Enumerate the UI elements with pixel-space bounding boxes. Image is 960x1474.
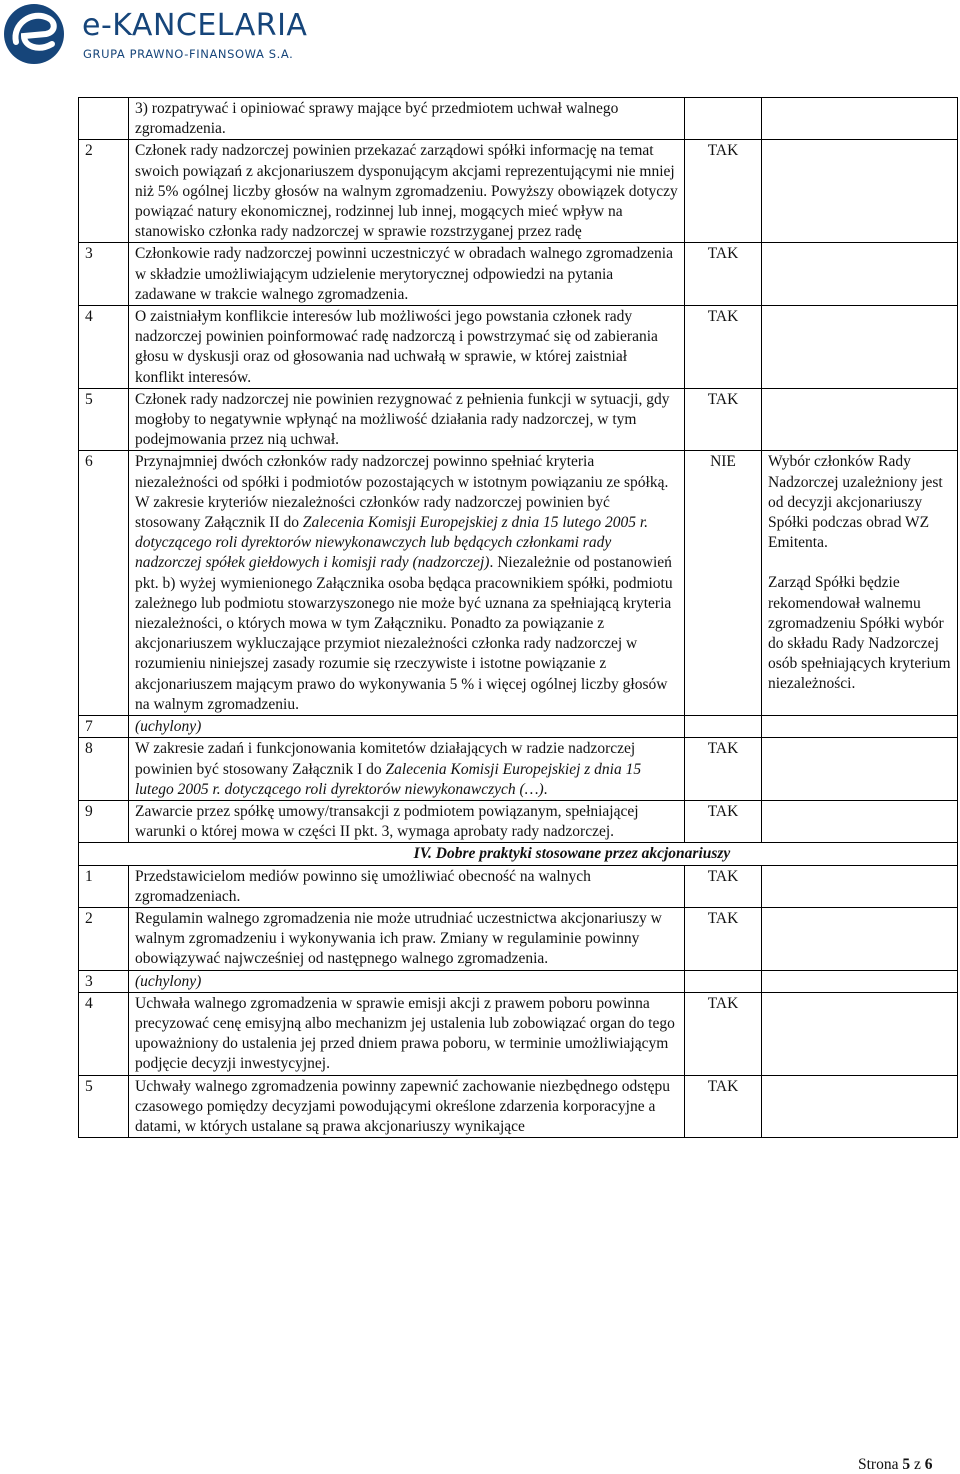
compliance-status: TAK [685,907,762,970]
rule-text-fragment: W zakresie zadań i funkcjonowania komitetów działających w radzie nadzorczej powinien być stosowany Załącznik I do [135,740,636,778]
comment-paragraph: Zarząd Spółki będzie rekomendował walnemu zgromadzeniu Spółki wybór do składu Rady Nadzorczej osób spełniających kryterium niezależności. [768,574,951,693]
comment-cell [762,907,958,970]
paragraph-gap [768,553,951,573]
row-number: 2 [79,907,129,970]
compliance-status: TAK [685,738,762,801]
rule-text [129,992,685,1075]
row-number: 8 [79,738,129,801]
table-row [79,388,958,451]
rule-text-fragment: Przedstawicielom mediów powinno się umożliwiać obecność na walnych zgromadzeniach. [135,867,591,905]
rule-text-fragment: Zawarcie przez spółkę umowy/transakcji z podmiotem powiązanym, spełniającej warunki o której mowa w części II pkt. 3, wymaga aprobaty rady nadzorczej. [135,802,639,841]
comment-cell [762,388,958,451]
rule-text [129,738,685,801]
row-number [79,98,129,140]
table-row [79,992,958,1075]
comment-cell [762,98,958,140]
rule-text-fragment: Przynajmniej dwóch członków rady nadzorczej powinno spełniać kryteria niezależności od spółki i podmiotów pozostających w istotnym powiązaniu ze spółką. W zakresie kryteriów niezależności członków rady nadzorczej powinien być stosowany Załącznik II do [135,453,669,532]
rule-text-fragment: . Niezależnie od postanowień pkt. b) wyżej wymienionego Załącznika osoba będąca pracownikiem spółki, podmiotu zależnego lub podmiotu stowarzyszonego nie może być uznana za spełniającą kryteria niezależności, o których mowa w tym Załączniku. Ponadto za powiązanie z akcjonariuszem wykluczające przymiot niezależności członka rady nadzorczej w rozumieniu niniejszej zasady rozumie się rzeczywiste i istotne powiązanie z akcjonariuszem mającym prawo do wykonywania 5 % i więcej ogólnej liczby głosów na walnym zgromadzeniu. [135,554,673,713]
compliance-status: TAK [685,1075,762,1138]
page-number [858,1456,932,1474]
rule-text [129,907,685,970]
total-pages: 6 [924,1456,933,1473]
rule-text-fragment: Regulamin walnego zgromadzenia nie może utrudniać uczestnictwa akcjonariuszy w walnym zgromadzeniu i wykonywania ich praw. Zmiany w regulaminie powinny obowiązywać najwcześniej od następnego walnego zgromadzenia. [135,909,662,968]
rule-text [129,451,685,716]
rule-text [129,970,685,992]
comment-cell [762,1075,958,1138]
comment-cell [762,865,958,907]
table-row [79,865,958,907]
table-row [79,98,958,140]
rule-text [129,865,685,907]
section-heading-text: IV. Dobre praktyki stosowane przez akcjonariuszy [413,845,731,863]
compliance-status: TAK [685,243,762,306]
logo-title: e-KANCELARIA [82,8,308,43]
rule-text [129,306,685,389]
row-number: 6 [79,451,129,716]
comment-cell [762,140,958,243]
corporate-governance-table [78,97,958,1138]
row-number: 5 [79,388,129,451]
comment-cell [762,243,958,306]
rule-text-fragment: Uchwały walnego zgromadzenia powinny zapewnić zachowanie niezbędnego odstępu czasowego pomiędzy decyzjami powodującymi określone zdarzenia korporacyjne a datami, w których ustalane są prawa akcjonariuszy wynikające [135,1077,670,1135]
rule-text-fragment: Zalecenia Komisji Europejskiej z dnia 15 lutego 2005 r. dotyczącego roli dyrektorów niewykonawczych lub będących członkami rady nadzorczej spółek giełdowych i komisji rady (nadzorczej) [135,514,649,572]
rule-text-fragment: (uchylony) [135,972,202,990]
rule-text-fragment: . [543,780,548,798]
comment-cell [762,451,958,716]
comment-cell [762,800,958,842]
table-row [79,140,958,243]
table-row [79,800,958,842]
compliance-status [685,716,762,738]
table-row [79,716,958,738]
row-number: 9 [79,800,129,842]
e-kancelaria-logo-icon [2,2,66,66]
table-row [79,970,958,992]
rule-text-fragment: (uchylony) [135,718,202,736]
row-number: 7 [79,716,129,738]
table-row [79,1075,958,1138]
rule-text [129,716,685,738]
rule-text-fragment: Członek rady nadzorczej powinien przekazać zarządowi spółki informację na temat swoich powiązań z akcjonariuszem dysponującym akcjami reprezentującymi nie mniej niż 5% ogólnej liczby głosów na walnym zgromadzeniu. Powyższy obowiązek dotyczy powiązać natury ekonomicznej, rodzinnej lub innej, mogących mieć wpływ na stanowisko członka rady nadzorczej w sprawie rozstrzyganej przez radę [135,142,678,241]
comment-cell [762,306,958,389]
compliance-status: NIE [685,451,762,716]
rule-text-fragment: Uchwała walnego zgromadzenia w sprawie emisji akcji z prawem poboru powinna precyzować cenę emisyjną albo mechanizm jej ustalenia lub zobowiązać organ do tego upoważniony do ustalenia jej przed dniem prawa poboru, w terminie umożliwiającym podjęcie decyzji inwestycyjnej. [135,994,675,1073]
page-of: z [910,1456,925,1473]
compliance-status: TAK [685,865,762,907]
comment-cell [762,970,958,992]
table-row [79,907,958,970]
table-body [79,98,958,1138]
table-row [79,243,958,306]
row-number: 5 [79,1075,129,1138]
row-number: 4 [79,306,129,389]
comment-cell [762,738,958,801]
comment-cell [762,716,958,738]
table-row [79,738,958,801]
rule-text-fragment: Zalecenia Komisji Europejskiej z dnia 15 lutego 2005 r. dotyczącego roli dyrektorów niewykonawczych (…) [135,760,642,798]
compliance-status: TAK [685,140,762,243]
comment-cell [762,992,958,1075]
section-heading-row [79,843,958,865]
rule-text [129,800,685,842]
compliance-status: TAK [685,306,762,389]
page-header [0,0,960,72]
rule-text [129,1075,685,1138]
rule-text [129,98,685,140]
compliance-status [685,970,762,992]
row-number: 2 [79,140,129,243]
rule-text [129,388,685,451]
rule-text-fragment: Członek rady nadzorczej nie powinien rezygnować z pełnienia funkcji w sytuacji, gdy mogłoby to negatywnie wpłynąć na możliwość działania rady nadzorczej, w tym podejmowania przez nią uchwał. [135,390,670,449]
table-row [79,306,958,389]
current-page: 5 [902,1456,911,1473]
comment-paragraph: Wybór członków Rady Nadzorczej uzależniony jest od decyzji akcjonariuszy Spółki podczas obrad WZ Emitenta. [768,453,943,552]
rule-text [129,140,685,243]
compliance-status [685,98,762,140]
rule-text-fragment: 3) rozpatrywać i opiniować sprawy mające być przedmiotem uchwał walnego zgromadzenia. [135,100,619,138]
row-number: 3 [79,970,129,992]
rule-text-fragment: Członkowie rady nadzorczej powinni uczestniczyć w obradach walnego zgromadzenia w składzie umożliwiającym udzielenie merytorycznej odpowiedzi na pytania zadawane w trakcie walnego zgromadzenia. [135,245,673,303]
row-number: 3 [79,243,129,306]
compliance-status: TAK [685,992,762,1075]
row-number: 1 [79,865,129,907]
rule-text-fragment: O zaistniałym konflikcie interesów lub możliwości jego powstania członek rady nadzorczej powinien poinformować radę nadzorczą i powstrzymać się od zabierania głosu w dyskusji oraz od głosowania nad uchwałą w sprawie, w której zaistniał konflikt interesów. [135,308,658,386]
rule-text [129,243,685,306]
table-row [79,451,958,716]
page-label: Strona [858,1456,903,1473]
compliance-status: TAK [685,800,762,842]
compliance-status: TAK [685,388,762,451]
section-heading [79,843,958,865]
logo-subtitle: GRUPA PRAWNO-FINANSOWA S.A. [83,47,294,61]
row-number: 4 [79,992,129,1075]
